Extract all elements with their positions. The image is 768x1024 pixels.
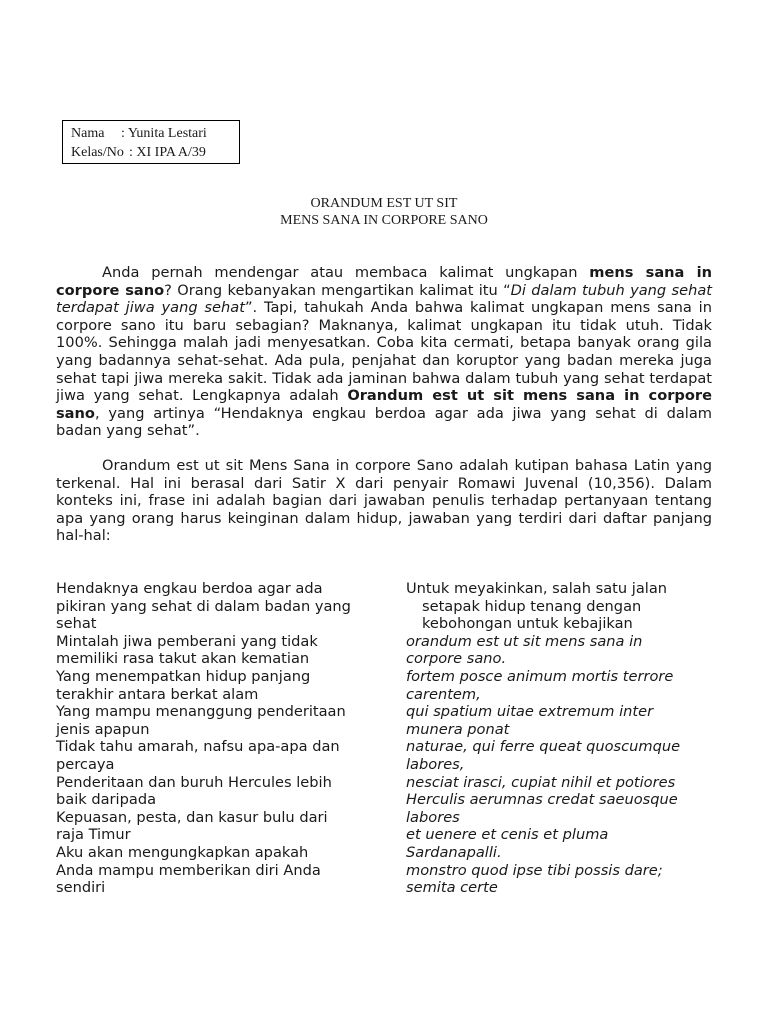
right-line — [406, 650, 716, 668]
left-line: Mintalah jiwa pemberani yang tidak — [56, 632, 318, 650]
title-line-1: ORANDUM EST UT SIT — [310, 196, 458, 211]
latin-line: nesciat irasci, cupiat nihil et potiores — [406, 773, 676, 791]
class-label: Kelas/No — [71, 145, 124, 160]
right-line — [406, 826, 716, 844]
title-line-2: MENS SANA IN CORPORE SANO — [280, 213, 488, 228]
right-line — [406, 862, 716, 880]
right-line — [406, 791, 716, 809]
latin-line: Herculis aerumnas credat saeuosque — [406, 791, 678, 809]
left-line: raja Timur — [56, 826, 131, 844]
class-value: : XI IPA A/39 — [129, 145, 206, 160]
left-line: Tidak tahu amarah, nafsu apa-apa dan — [56, 738, 340, 756]
name-label: Nama — [71, 126, 105, 141]
left-line: Anda mampu memberikan diri Anda — [56, 861, 321, 879]
left-line: percaya — [56, 755, 115, 773]
p1-text-4: , yang artinya “Hendaknya engkau berdoa agar ada jiwa yang sehat di dalam badan yang sehat”. — [56, 404, 712, 440]
left-line: Hendaknya engkau berdoa agar ada — [56, 580, 323, 597]
right-line — [406, 738, 716, 756]
latin-line: monstro quod ipse tibi possis dare; — [406, 861, 663, 879]
left-line: memiliki rasa takut akan kematian — [56, 650, 310, 668]
latin-line: naturae, qui ferre queat quoscumque — [406, 738, 681, 756]
right-line — [406, 703, 716, 721]
left-line: terakhir antara berkat alam — [56, 685, 259, 703]
name-row — [71, 124, 239, 143]
right-line: setapak hidup tenang dengan — [422, 597, 642, 615]
right-line — [406, 774, 716, 792]
p2-text: Orandum est ut sit Mens Sana in corpore Sano adalah kutipan bahasa Latin yang terkenal. Hal ini berasal dari Satir X dari penyair Romawi Juvenal (10,356). Dalam konteks ini, frase ini adalah bagian dari jawaban penulis terhadap pertanyaan tentang apa yang orang harus keinginan dalam hidup, jawaban yang terdiri dari daftar panjang hal-hal: — [56, 457, 712, 545]
right-line: Untuk meyakinkan, salah satu jalan — [406, 580, 668, 597]
latin-line: orandum est ut sit mens sana in — [406, 632, 643, 650]
latin-line: Sardanapalli. — [406, 843, 502, 861]
latin-line: corpore sano. — [406, 650, 507, 668]
p1-bold-2: Orandum est ut sit mens sana in corpore sano — [56, 387, 713, 422]
paragraph-2 — [56, 457, 712, 545]
latin-line: et uenere et cenis et pluma — [406, 826, 609, 844]
latin-line: semita certe — [406, 879, 498, 897]
p1-italic-1: Di dalam tubuh yang sehat terdapat jiwa yang sehat — [56, 281, 713, 317]
left-line: Yang mampu menanggung penderitaan — [56, 703, 346, 721]
left-line: Kepuasan, pesta, dan kasur bulu dari — [56, 808, 328, 826]
left-line: sendiri — [56, 879, 106, 897]
right-line — [406, 686, 716, 704]
paragraph-1 — [56, 264, 712, 440]
left-line: pikiran yang sehat di dalam badan yang — [56, 597, 351, 615]
p1-bold-1: mens sana in corpore sano — [56, 264, 712, 299]
name-value: : Yunita Lestari — [121, 126, 207, 141]
latin-line: labores, — [406, 755, 465, 773]
latin-line: qui spatium uitae extremum inter — [406, 703, 654, 721]
class-row — [71, 143, 239, 162]
p1-text-1: Anda pernah mendengar atau membaca kalimat ungkapan — [102, 264, 590, 281]
identity-box — [62, 120, 240, 164]
left-line: baik daripada — [56, 791, 157, 809]
right-line — [406, 756, 716, 774]
left-line: sehat — [56, 615, 97, 633]
latin-line: labores — [406, 808, 460, 826]
p1-text-2: ? Orang kebanyakan mengartikan kalimat itu “ — [164, 281, 511, 299]
latin-line: carentem, — [406, 685, 481, 703]
right-line — [406, 844, 716, 862]
p1-text-3: ”. Tapi, tahukah Anda bahwa kalimat ungkapan mens sana in corpore sano itu baru sebagian? Maknanya, kalimat ungkapan itu tidak utuh. Tidak 100%. Sehingga malah jadi menyesatkan. Coba kita cermati, betapa banyak orang gila yang badannya sehat-sehat. Ada pula, penjahat dan koruptor yang badan mereka juga sehat tapi jiwa mereka sakit. Tidak ada jaminan bahwa dalam tubuh yang sehat terdapat jiwa yang sehat. Lengkapnya adalah — [56, 299, 712, 405]
left-line: jenis apapun — [56, 720, 150, 738]
right-line — [406, 668, 716, 686]
latin-line: fortem posce animum mortis terrore — [406, 667, 674, 685]
latin-line: munera ponat — [406, 720, 510, 738]
latin-column — [406, 580, 716, 897]
right-line — [406, 721, 716, 739]
left-line: Aku akan mengungkapkan apakah — [56, 843, 309, 861]
left-line: Yang menempatkan hidup panjang — [56, 667, 311, 685]
right-line — [406, 633, 716, 651]
right-line — [406, 879, 716, 897]
left-line: Penderitaan dan buruh Hercules lebih — [56, 773, 332, 791]
right-line — [406, 809, 716, 827]
right-line: kebohongan untuk kebajikan — [422, 615, 633, 633]
translation-column — [56, 580, 376, 897]
